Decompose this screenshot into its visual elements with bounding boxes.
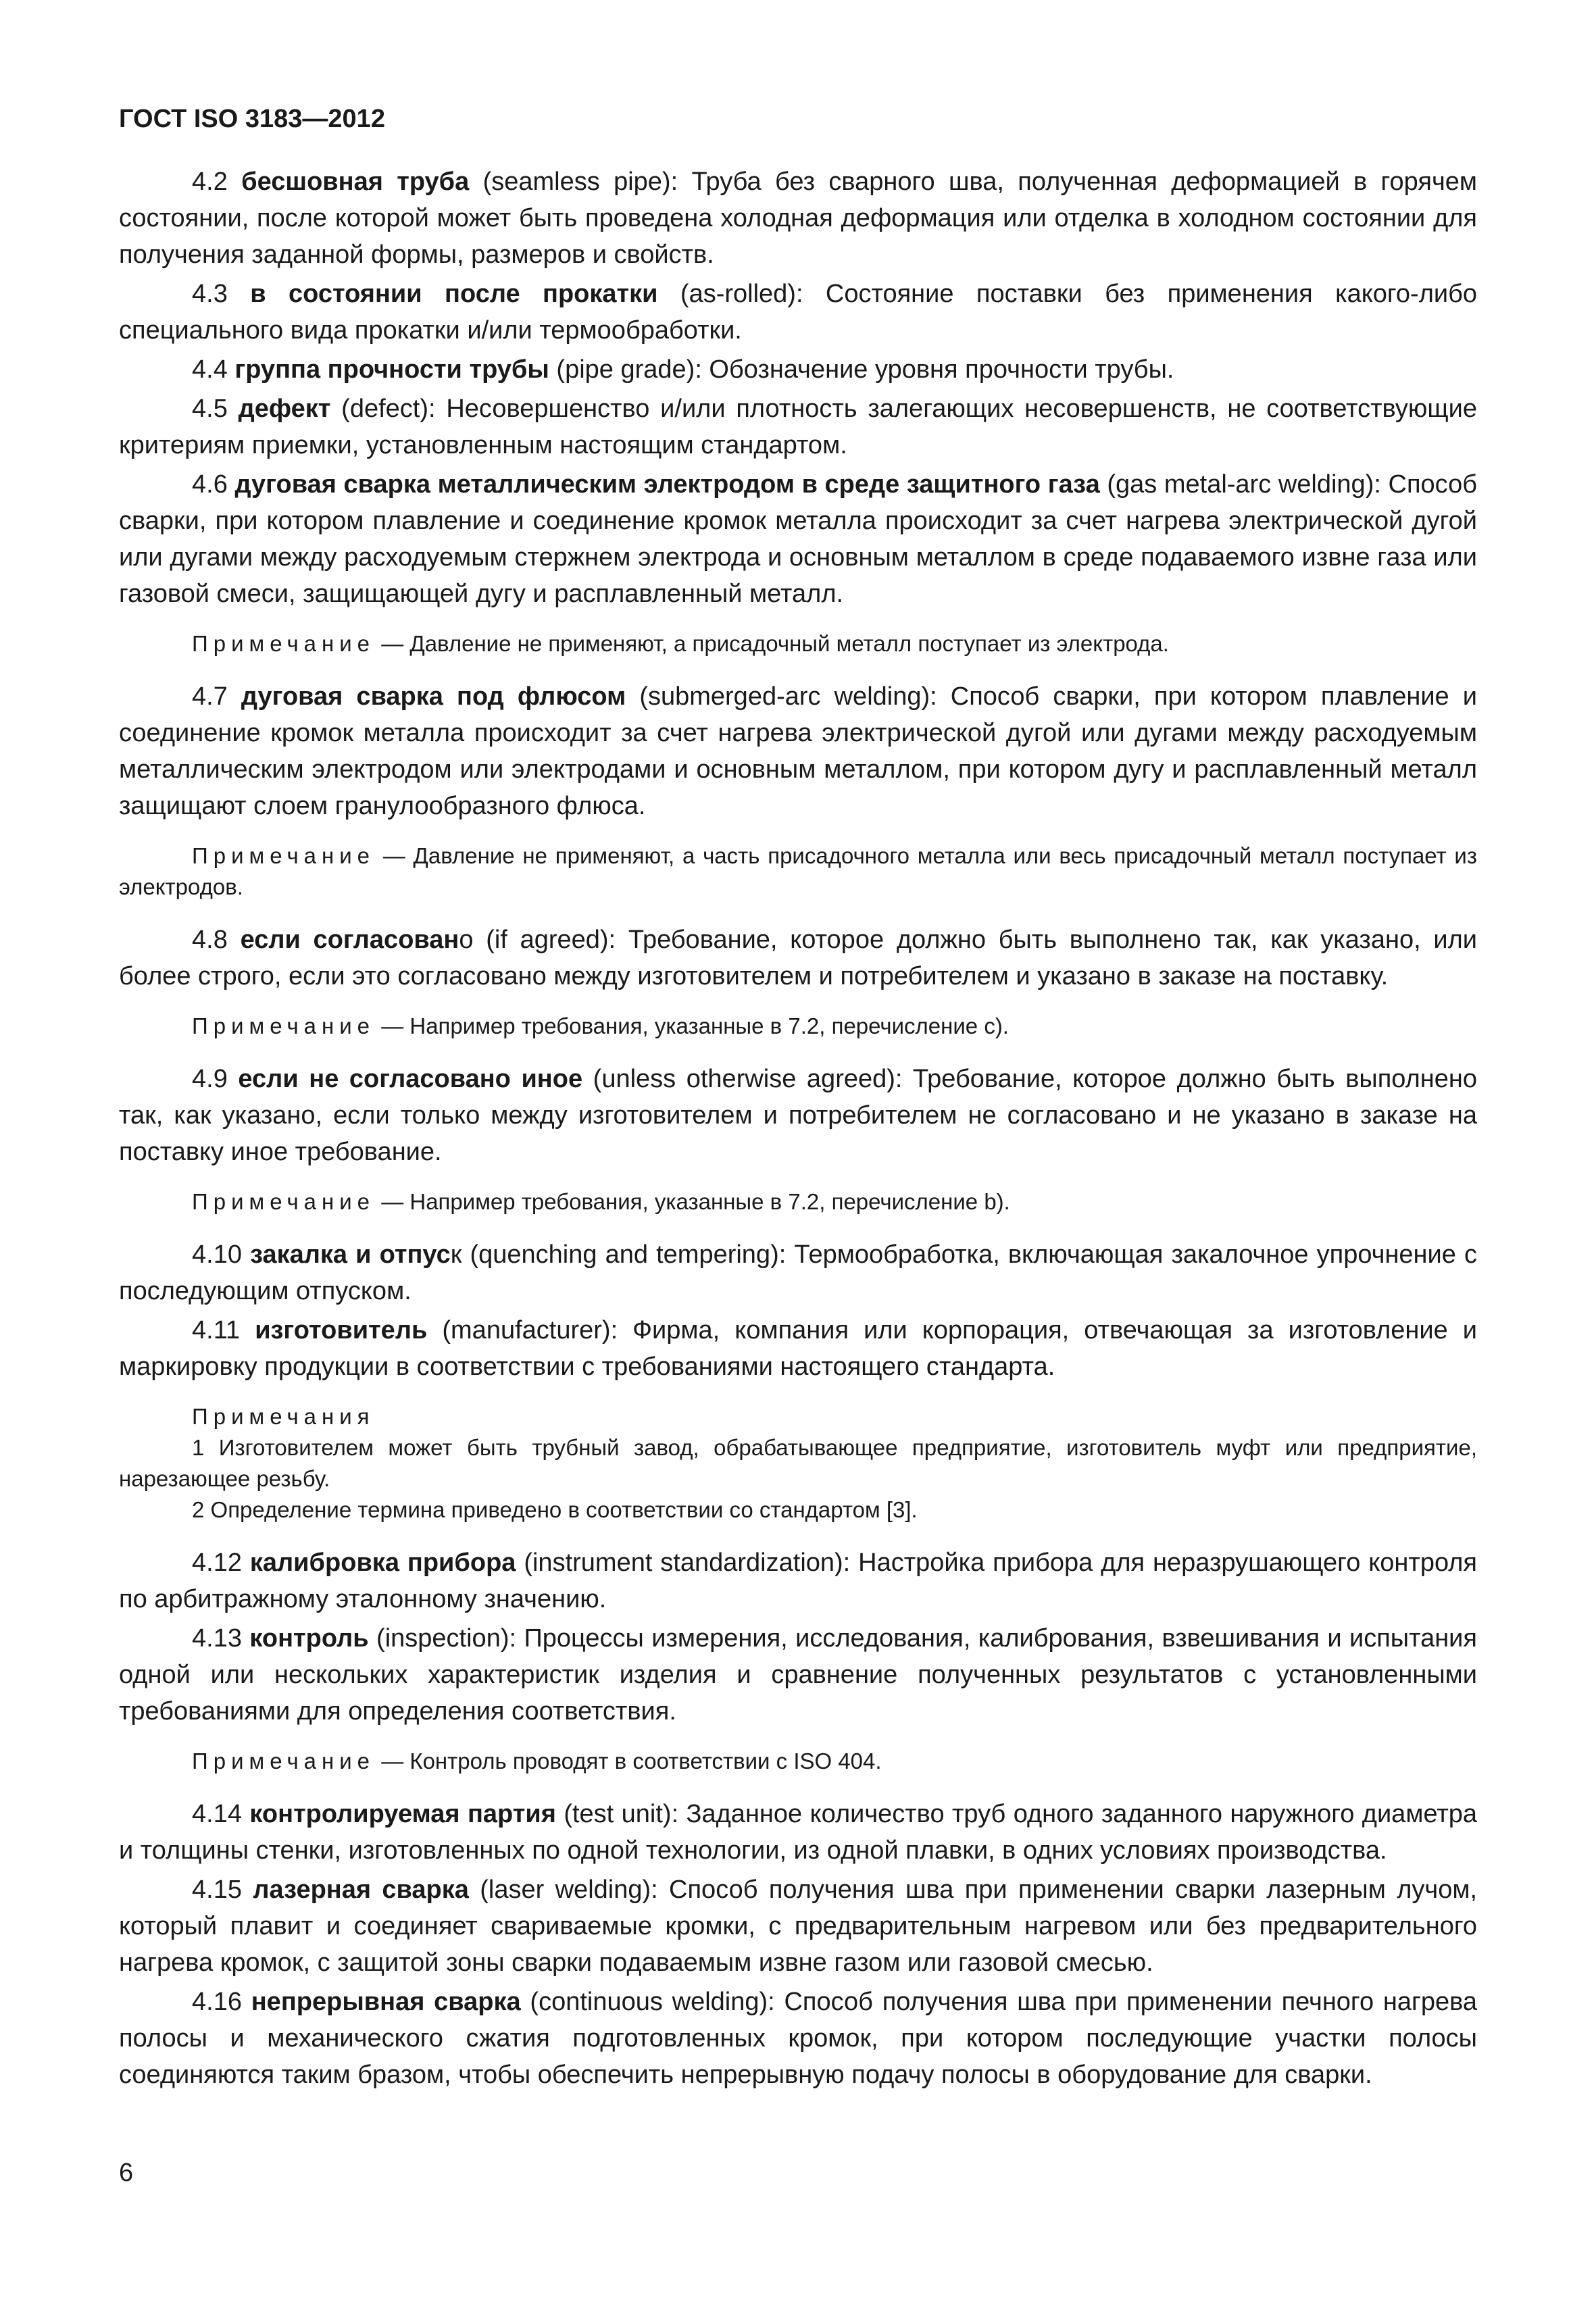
note-text: — Давление не применяют, а часть присадочного металла или весь присадочный металл поступает из электродов. xyxy=(119,843,1477,899)
note-4-7 xyxy=(119,840,1477,903)
term-number: 4.10 xyxy=(192,1240,242,1269)
term-4-11 xyxy=(119,1312,1477,1385)
note-text: — Контроль проводят в соответствии с ISO 404. xyxy=(381,1749,882,1774)
term-4-3 xyxy=(119,276,1477,349)
term-4-9 xyxy=(119,1061,1477,1170)
term-definition: (continuous welding): Способ получения шва при применении печного нагрева полосы и механического сжатия подготовленных кромок, при котором последующие участки полосы соединяются таким бразом, чтобы обеспечить непрерывную подачу полосы в оборудование для сварки. xyxy=(119,1988,1477,2089)
note-item-2: 2 Определение термина приведено в соответствии со стандартом [3]. xyxy=(192,1497,918,1522)
note-text: — Например требования, указанные в 7.2, перечисление c). xyxy=(381,1013,1009,1038)
term-definition: (manufacturer): Фирма, компания или корпорация, отвечающая за изготовление и маркировку продукции в соответствии с требованиями настоящего стандарта. xyxy=(119,1316,1477,1381)
term-number: 4.4 xyxy=(192,355,228,384)
term-definition: (test unit): Заданное количество труб одного заданного наружного диаметра и толщины стенки, изготовленных по одной технологии, из одной плавки, в одних условиях производства. xyxy=(119,1800,1477,1865)
term-name: группа прочности трубы xyxy=(234,355,549,384)
term-definition: (instrument standardization): Настройка прибора для неразрушающего контроля по арбитражному эталонному значению. xyxy=(119,1549,1478,1613)
note-text: — Например требования, указанные в 7.2, перечисление b). xyxy=(381,1189,1010,1214)
term-4-13 xyxy=(119,1620,1477,1730)
document-body xyxy=(119,164,1477,2093)
note-label: Примечание xyxy=(192,1013,376,1038)
term-number: 4.2 xyxy=(192,168,228,196)
term-number: 4.12 xyxy=(192,1549,242,1577)
term-name: дуговая сварка металлическим электродом в среде защитного газа xyxy=(234,470,1100,499)
term-number: 4.5 xyxy=(192,395,228,423)
note-4-6 xyxy=(119,628,1477,659)
term-name: изготовитель xyxy=(255,1316,428,1344)
term-definition: (laser welding): Способ получения шва при применении сварки лазерным лучом, который плавит и соединяет свариваемые кромки, с предварительным нагревом или без предварительного нагрева кромок, с защитой зоны сварки подаваемым извне газом или газовой смесью. xyxy=(119,1876,1478,1977)
term-definition: о (if agreed): Требование, которое должно быть выполнено так, как указано, или более строго, если это согласовано между изготовителем и потребителем и указано в заказе на поставку. xyxy=(119,926,1477,990)
term-number: 4.14 xyxy=(192,1800,242,1828)
term-4-14 xyxy=(119,1796,1477,1869)
term-4-8 xyxy=(119,922,1477,995)
term-4-6 xyxy=(119,466,1477,612)
term-4-15 xyxy=(119,1871,1477,1981)
term-4-4 xyxy=(119,351,1477,388)
term-4-5 xyxy=(119,391,1477,463)
term-name: если не согласовано иное xyxy=(238,1065,583,1093)
term-name: если согласован xyxy=(240,926,459,954)
term-name: непрерывная сварка xyxy=(251,1988,521,2016)
term-definition: (inspection): Процессы измерения, исследования, калибрования, взвешивания и испытания одной или нескольких характеристик изделия и сравнение полученных результатов с установленными требованиями для определения соответствия. xyxy=(119,1624,1477,1726)
term-number: 4.15 xyxy=(192,1876,242,1904)
term-name: калибровка прибора xyxy=(249,1549,516,1577)
note-text: — Давление не применяют, а присадочный металл поступает из электрода. xyxy=(381,631,1169,656)
term-name: в состоянии после прокатки xyxy=(250,280,658,308)
term-name: контролируемая партия xyxy=(249,1800,556,1828)
page-number: 6 xyxy=(119,2159,134,2187)
notes-4-11 xyxy=(119,1401,1477,1526)
note-4-13 xyxy=(119,1746,1477,1777)
term-number: 4.11 xyxy=(192,1316,241,1344)
term-name: лазерная сварка xyxy=(253,1876,469,1904)
term-4-12 xyxy=(119,1544,1477,1617)
note-4-8 xyxy=(119,1011,1477,1042)
note-label: Примечание xyxy=(192,1189,376,1214)
term-name: дефект xyxy=(238,395,331,423)
document-header: ГОСТ ISO 3183—2012 xyxy=(119,105,385,133)
term-number: 4.16 xyxy=(192,1988,242,2016)
term-definition: (unless otherwise agreed): Требование, которое должно быть выполнено так, как указано, если только между изготовителем и потребителем не согласовано и не указано в заказе на поставку иное требование. xyxy=(119,1065,1478,1166)
term-name: дуговая сварка под флюсом xyxy=(241,682,626,711)
term-number: 4.9 xyxy=(192,1065,228,1093)
term-number: 4.6 xyxy=(192,470,228,499)
note-item-1: 1 Изготовителем может быть трубный завод, обрабатывающее предприятие, изготовитель муфт или предприятие, нарезающее резьбу. xyxy=(119,1435,1477,1491)
note-label: Примечание xyxy=(192,843,376,868)
term-definition: (pipe grade): Обозначение уровня прочности трубы. xyxy=(549,355,1174,384)
term-4-10 xyxy=(119,1236,1477,1309)
document-page xyxy=(119,101,1477,2297)
term-name: закалка и отпус xyxy=(250,1240,451,1269)
term-4-7 xyxy=(119,678,1477,824)
notes-label: Примечания xyxy=(192,1404,375,1429)
term-4-16 xyxy=(119,1984,1477,2093)
term-definition: (seamless pipe): Труба без сварного шва, полученная деформацией в горячем состоянии, после которой может быть проведена холодная деформация или отделка в холодном состоянии для получения заданной формы, размеров и свойств. xyxy=(119,168,1477,269)
term-definition: (gas metal-arc welding): Способ сварки, при котором плавление и соединение кромок металла происходит за счет нагрева электрической дугой или дугами между расходуемым стержнем электрода и основным металлом в среде подаваемого извне газа или газовой смеси, защищающей дугу и расплавленный металл. xyxy=(119,470,1477,608)
term-name: контроль xyxy=(249,1624,369,1653)
term-definition: (submerged-arc welding): Способ сварки, при котором плавление и соединение кромок металла происходит за счет нагрева электрической дугой или дугами между расходуемым металлическим электродом или электродами и основным металлом, при котором дугу и расплавленный металл защищают слоем гранулообразного флюса. xyxy=(119,682,1477,820)
note-4-9 xyxy=(119,1186,1477,1217)
term-number: 4.3 xyxy=(192,280,228,308)
term-number: 4.7 xyxy=(192,682,228,711)
term-definition: к (quenching and tempering): Термообработка, включающая закалочное упрочнение с последующим отпуском. xyxy=(119,1240,1478,1305)
note-label: Примечание xyxy=(192,1749,376,1774)
term-number: 4.13 xyxy=(192,1624,242,1653)
term-name: бесшовная труба xyxy=(241,168,470,196)
note-label: Примечание xyxy=(192,631,376,656)
term-definition: (as-rolled): Состояние поставки без применения какого-либо специального вида прокатки и/или термообработки. xyxy=(119,280,1478,345)
term-definition: (defect): Несовершенство и/или плотность залегающих несовершенств, не соответствующие критериям приемки, установленным настоящим стандартом. xyxy=(119,395,1478,459)
term-4-2 xyxy=(119,164,1477,273)
term-number: 4.8 xyxy=(192,926,228,954)
